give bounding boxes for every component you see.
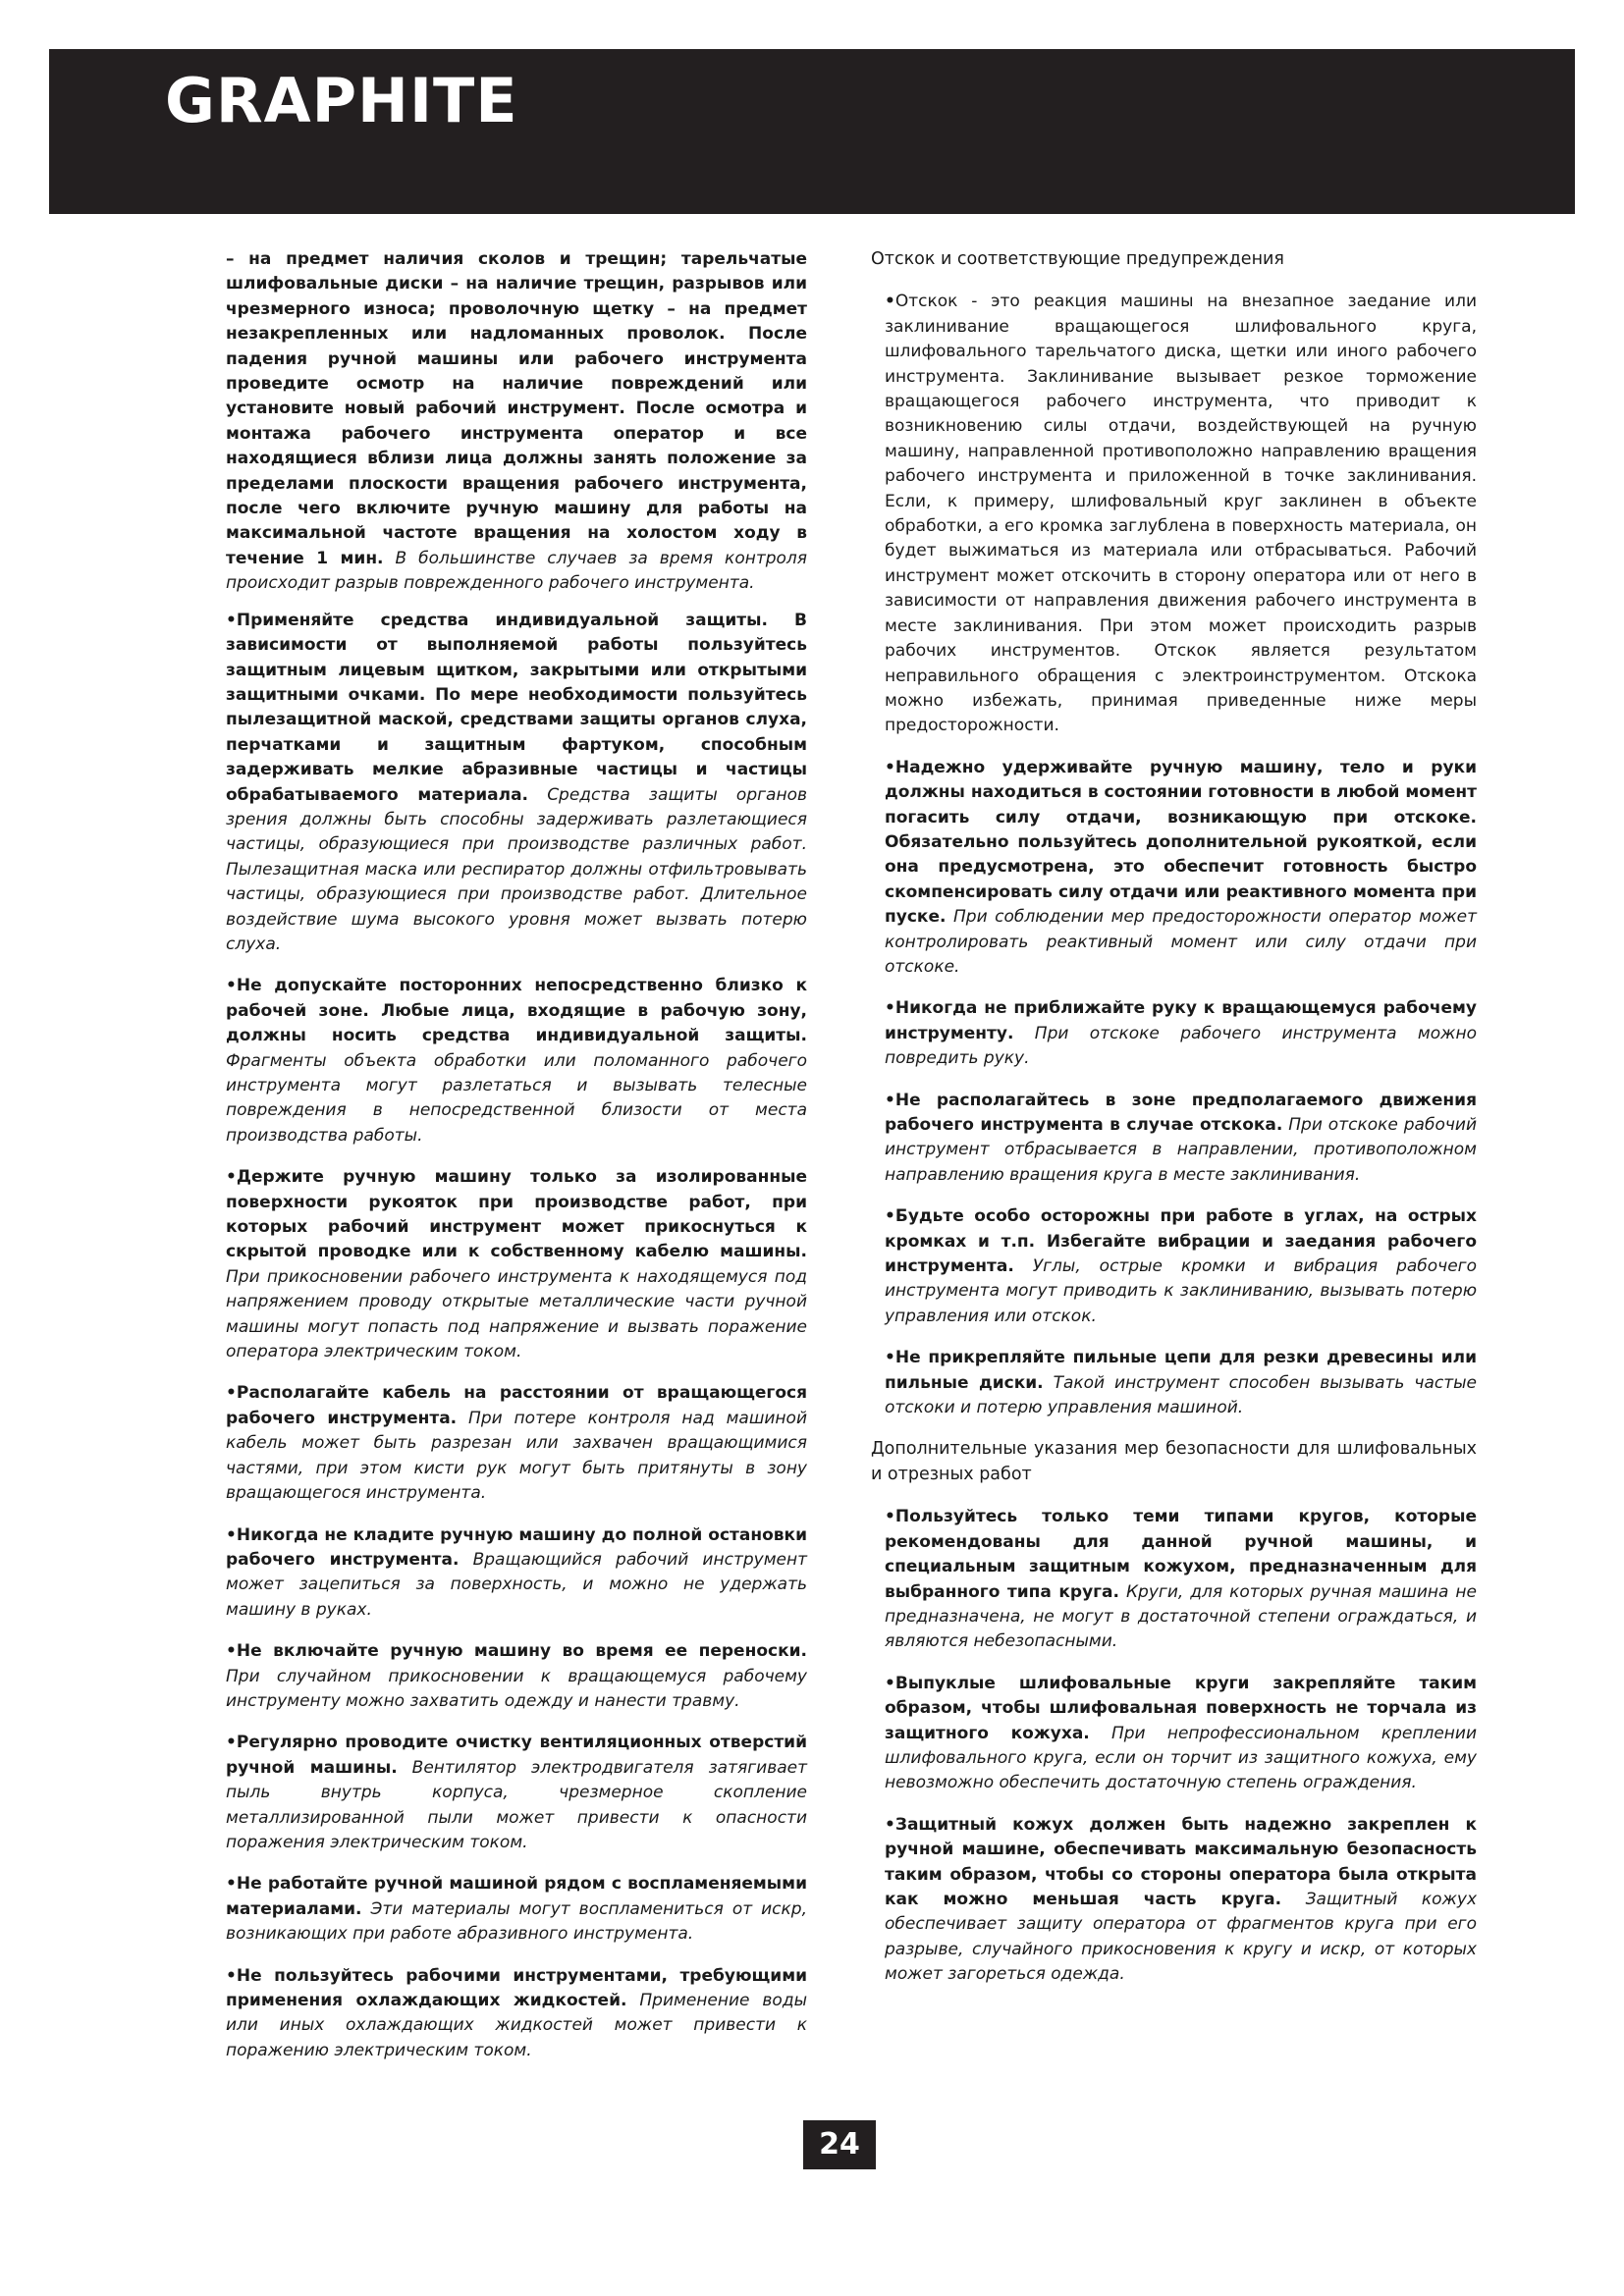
bullet-icon: •: [885, 1206, 895, 1227]
bullet-icon: •: [885, 1673, 895, 1693]
bullet-italic: При случайном прикосновении к вращающемуся рабочему инструменту можно захватить одежду и нанести травму.: [226, 1666, 807, 1711]
bullet-italic: Вентилятор электродвигателя затягивает пыль внутрь корпуса, чрезмерное скопление металлизированной пыли может привести к опасности поражения электрическим током.: [226, 1757, 807, 1852]
bullet-italic: Вращающийся рабочий инструмент может зацепиться за поверхность, и можно не удержать машину в руках.: [226, 1549, 808, 1620]
bullet-italic: При отскоке рабочего инструмента можно повредить руку.: [885, 1023, 1477, 1069]
section-heading-kickback: Отскок и соответствующие предупреждения: [871, 249, 1284, 269]
list-item: [871, 1505, 1477, 1654]
bullet-italic: При соблюдении мер предосторожности оператор может контролировать реактивный момент или силу отдачи при отскоке.: [885, 907, 1477, 977]
list-item: [226, 1872, 807, 1947]
list-item: [871, 1089, 1477, 1189]
list-item: [226, 974, 807, 1148]
intro-paragraph: [226, 247, 807, 597]
bullet-bold: Не работайте ручной машиной рядом с воспламеняемыми материалами.: [226, 1874, 807, 1919]
bullet-icon: •: [226, 1641, 237, 1662]
bullet-italic: При непрофессиональном креплении шлифовального круга, если он торчит из защитного кожуха, ему невозможно обеспечить достаточную степень ограждения.: [885, 1723, 1477, 1793]
bullet-bold: Располагайте кабель на расстоянии от вращающегося рабочего инструмента.: [226, 1383, 807, 1428]
section-heading-grinding: Дополнительные указания мер безопасности для шлифовальных и отрезных работ: [871, 1439, 1477, 1484]
list-item: [226, 1731, 807, 1855]
list-item: [226, 1165, 807, 1364]
bullet-icon: •: [226, 1733, 237, 1753]
bullet-italic: Углы, острые кромки и вибрация рабочего инструмента могут приводить к заклиниванию, вызывать потерю управления или отскок.: [885, 1256, 1477, 1326]
bullet-bold: Применяйте средства индивидуальной защиты. В зависимости от выполняемой работы пользуйтесь защитным лицевым щитком, закрытыми или открытыми защитными очками. По мере необходимости пользуйтесь пылезащитной маской, средствами защиты органов слуха, перчатками и защитным фартуком, способным задерживать мелкие абразивные частицы и частицы обрабатываемого материала.: [226, 610, 807, 805]
bullet-italic: Защитный кожух обеспечивает защиту оператора от фрагментов круга при его разрыве, случайного прикосновения к кругу и искр, от которых может загореться одежда.: [885, 1889, 1477, 1985]
right-column: [871, 247, 1477, 2004]
kickback-text: Отскок - это реакция машины на внезапное заедание или заклинивание вращающегося шлифовального круга, шлифовального тарельчатого диска, щетки или иного рабочего инструмента. Заклинивание вызывает резкое торможение вращающегося рабочего инструмента, что приводит к возникновению силы отдачи, воздействующей на ручную машину, направленной противоположно направлению вращения рабочего инструмента и приложенной в точке заклинивания. Если, к примеру, шлифовальный круг заклинен в объекте обработки, а его кромка заглублена в поверхность материала, он будет выжиматься из материала или отбрасываться. Рабочий инструмент может отскочить в сторону оператора или от него в зависимости от направления движения рабочего инструмента в месте заклинивания. При этом может происходить разрыв рабочих инструментов. Отскок является результатом неправильного обращения с электроинструментом. Отскока можно избежать, принимая приведенные ниже меры предосторожности.: [885, 292, 1477, 736]
bullet-icon: •: [885, 757, 895, 777]
left-column: [226, 247, 807, 2080]
list-item: [871, 1813, 1477, 1988]
list-item: [226, 1381, 807, 1506]
bullet-bold: Не допускайте посторонних непосредственно близко к рабочей зоне. Любые лица, входящие в рабочую зону, должны носить средства индивидуальной защиты.: [226, 976, 807, 1046]
list-item: [871, 1672, 1477, 1796]
bullet-italic: При прикосновении рабочего инструмента к находящемуся под напряжением проводу открытые металлические части ручной машины могут попасть под напряжение и вызвать поражение оператора электрическим током.: [226, 1266, 807, 1362]
bullet-icon: •: [885, 1348, 895, 1368]
bullet-bold: Регулярно проводите очистку вентиляционных отверстий ручной машины.: [226, 1733, 807, 1778]
list-item: [871, 1346, 1477, 1420]
bullet-italic: Средства защиты органов зрения должны быть способны задерживать разлетающиеся частицы, образующиеся при производстве различных работ. Пылезащитная маска или респиратор должны отфильтровывать частицы, образующиеся при производстве работ. Длительное воздействие шума высокого уровня может вызвать потерю слуха.: [226, 784, 807, 954]
bullet-bold: Пользуйтесь только теми типами кругов, которые рекомендованы для данной ручной машины, и специальным защитным кожухом, предназначенным для выбранного типа круга.: [885, 1507, 1477, 1602]
bullet-bold: Защитный кожух должен быть надежно закреплен к ручной машине, обеспечивать максимальную безопасность таким образом, чтобы со стороны оператора была открыта как можно меньшая часть круга.: [885, 1814, 1477, 1909]
bullet-bold: Не включайте ручную машину во время ее переноски.: [236, 1641, 807, 1662]
bullet-icon: •: [226, 1524, 237, 1545]
bullet-icon: •: [226, 1965, 237, 1986]
bullet-icon: •: [885, 998, 895, 1019]
bullet-italic: Фрагменты объекта обработки или поломанного рабочего инструмента могут разлетаться и вызывать телесные повреждения в непосредственной близости от места производства работы.: [226, 1050, 807, 1146]
page-number: 24: [803, 2120, 876, 2169]
list-item: [226, 1964, 807, 2064]
bullet-bold: Держите ручную машину только за изолированные поверхности рукояток при производстве работ, при которых рабочий инструмент может прикоснуться к скрытой проводке или к собственному кабелю машины.: [226, 1167, 807, 1262]
bullet-icon: •: [226, 1167, 237, 1188]
bullet-icon: •: [226, 610, 237, 630]
bullet-icon: •: [885, 292, 895, 312]
bullet-italic: При отскоке рабочий инструмент отбрасывается в направлении, противоположном направлению вращения круга в месте заклинивания.: [885, 1115, 1477, 1185]
list-item: [226, 1523, 807, 1624]
bullet-icon: •: [885, 1090, 895, 1110]
bullet-italic: Применение воды или иных охлаждающих жидкостей может привести к поражению электрическим током.: [226, 1991, 807, 2060]
bullet-italic: Круги, для которых ручная машина не предназначена, не могут в достаточной степени ограждаться, и являются небезопасными.: [885, 1581, 1477, 1652]
intro-italic-text: В большинстве случаев за время контроля происходит разрыв поврежденного рабочего инструмента.: [226, 548, 808, 594]
bullet-bold: Выпуклые шлифовальные круги закрепляйте таким образом, чтобы шлифовальная поверхность не торчала из защитного кожуха.: [885, 1673, 1477, 1743]
bullet-bold: Никогда не приближайте руку к вращающемуся рабочему инструменту.: [885, 998, 1477, 1043]
bullet-icon: •: [885, 1814, 895, 1835]
list-item: [226, 1639, 807, 1714]
brand-logo: GRAPHITE: [165, 65, 518, 136]
list-item: [871, 996, 1477, 1071]
bullet-italic: Такой инструмент способен вызывать частые отскоки и потерю управления машиной.: [885, 1372, 1477, 1418]
bullet-bold: Никогда не кладите ручную машину до полной остановки рабочего инструмента.: [226, 1524, 807, 1570]
bullet-icon: •: [885, 1507, 895, 1527]
bullet-bold: Не прикрепляйте пильные цепи для резки древесины или пильные диски.: [885, 1348, 1477, 1393]
bullet-italic: При потере контроля над машиной кабель может быть разрезан или захвачен вращающимися частями, при этом кисти рук могут быть притянуты в зону вращающегося инструмента.: [226, 1408, 807, 1504]
bullet-bold: Будьте особо осторожны при работе в углах, на острых кромках и т.п. Избегайте вибрации и заедания рабочего инструмента.: [885, 1206, 1477, 1277]
list-item: [871, 1204, 1477, 1329]
bullet-bold: Не располагайтесь в зоне предполагаемого движения рабочего инструмента в случае отскока.: [885, 1090, 1477, 1135]
bullet-icon: •: [226, 976, 237, 996]
bullet-italic: Эти материалы могут воспламениться от искр, возникающих при работе абразивного инструмента.: [226, 1898, 807, 1945]
bullet-bold: Не пользуйтесь рабочими инструментами, требующими применения охлаждающих жидкостей.: [226, 1965, 807, 2010]
list-item: [871, 756, 1477, 981]
intro-bold-text: – на предмет наличия сколов и трещин; тарельчатые шлифовальные диски – на наличие трещин, разрывов или чрезмерного износа; проволочную щетку – на предмет незакрепленных или надломанных проволок. После падения ручной машины или рабочего инструмента проведите осмотр на наличие повреждений или установите новый рабочий инструмент. После осмотра и монтажа рабочего инструмента оператор и все находящиеся вблизи лица должны занять положение за пределами плоскости вращения рабочего инструмента, после чего включите ручную машину для работы на максимальной частоте вращения на холостом ходу в течение 1 мин.: [226, 249, 807, 568]
bullet-icon: •: [226, 1874, 237, 1895]
bullet-icon: •: [226, 1383, 237, 1404]
list-item: [226, 609, 807, 958]
kickback-paragraph: [871, 290, 1477, 738]
bullet-bold: Надежно удерживайте ручную машину, тело и руки должны находиться в состоянии готовности в любой момент погасить силу отдачи, возникающую при отскоке. Обязательно пользуйтесь дополнительной рукояткой, если она предусмотрена, это обеспечит готовность быстро скомпенсировать силу отдачи или реактивного момента при пуске.: [885, 757, 1477, 928]
